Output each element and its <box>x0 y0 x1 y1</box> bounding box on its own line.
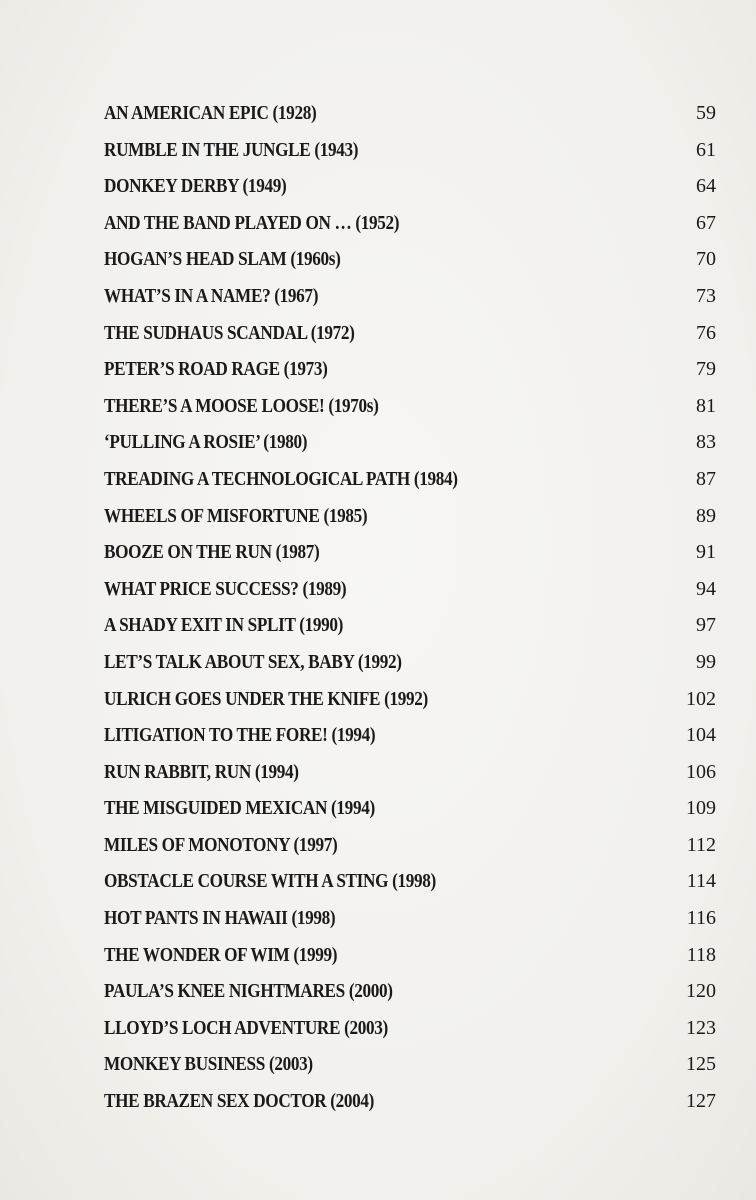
toc-entry-title: HOGAN’S HEAD SLAM (1960s) <box>104 248 341 271</box>
toc-entry-page-number: 127 <box>686 1090 716 1113</box>
toc-entry-page-number: 109 <box>686 797 716 820</box>
toc-entry <box>104 863 716 900</box>
toc-entry-title: PAULA’S KNEE NIGHTMARES (2000) <box>104 980 393 1003</box>
toc-entry-title: RUN RABBIT, RUN (1994) <box>104 760 299 783</box>
toc-entry-title: DONKEY DERBY (1949) <box>104 175 287 198</box>
toc-entry-page-number: 118 <box>686 943 716 966</box>
toc-entry-title: MILES OF MONOTONY (1997) <box>104 833 338 856</box>
toc-entry-title: WHAT PRICE SUCCESS? (1989) <box>104 577 347 600</box>
toc-entry <box>104 424 716 461</box>
toc-entry-page-number: 91 <box>696 541 716 564</box>
toc-entry <box>104 351 716 388</box>
toc-entry-title: MONKEY BUSINESS (2003) <box>104 1053 313 1076</box>
toc-entry <box>104 754 716 791</box>
toc-entry <box>104 534 716 571</box>
toc-entry-page-number: 83 <box>696 431 716 454</box>
toc-entry-title: RUMBLE IN THE JUNGLE (1943) <box>104 138 359 161</box>
toc-entry <box>104 241 716 278</box>
toc-entry <box>104 607 716 644</box>
toc-entry <box>104 1010 716 1047</box>
toc-entry <box>104 827 716 864</box>
toc-entry <box>104 900 716 937</box>
toc-entry-title: TREADING A TECHNOLOGICAL PATH (1984) <box>104 467 458 490</box>
toc-entry <box>104 1083 716 1120</box>
toc-entry-title: WHEELS OF MISFORTUNE (1985) <box>104 504 368 527</box>
toc-entry-title: AN AMERICAN EPIC (1928) <box>104 102 317 124</box>
toc-entry-title: OBSTACLE COURSE WITH A STING (1998) <box>104 870 436 893</box>
toc-entry <box>104 315 716 352</box>
toc-entry-page-number: 73 <box>696 284 716 307</box>
toc-entry-page-number: 125 <box>686 1053 716 1076</box>
toc-entry-title: AND THE BAND PLAYED ON … (1952) <box>104 211 400 234</box>
toc-entry-title: A SHADY EXIT IN SPLIT (1990) <box>104 614 344 637</box>
toc-entry <box>104 681 716 718</box>
toc-entry-page-number: 61 <box>696 138 716 161</box>
toc-entry-title: PETER’S ROAD RAGE (1973) <box>104 358 328 381</box>
toc-entry <box>104 973 716 1010</box>
toc-entry-page-number: 102 <box>686 687 716 710</box>
toc-entry <box>104 717 716 754</box>
toc-entry-title: THE SUDHAUS SCANDAL (1972) <box>104 321 355 344</box>
toc-entry-page-number: 114 <box>686 870 716 893</box>
toc-entry-page-number: 79 <box>696 358 716 381</box>
toc-entry-page-number: 106 <box>686 760 716 783</box>
toc-entry-page-number: 99 <box>696 650 716 673</box>
toc-entry <box>104 388 716 425</box>
toc-entry <box>104 1046 716 1083</box>
toc-entry-title: THE MISGUIDED MEXICAN (1994) <box>104 797 375 820</box>
toc-entry-title: LITIGATION TO THE FORE! (1994) <box>104 724 376 747</box>
toc-entry <box>104 132 716 169</box>
toc-entry-page-number: 67 <box>696 211 716 234</box>
toc-entry-title: ULRICH GOES UNDER THE KNIFE (1992) <box>104 687 428 710</box>
toc-entry <box>104 937 716 974</box>
toc-entry <box>104 461 716 498</box>
table-of-contents <box>104 95 716 1120</box>
toc-entry-page-number: 120 <box>686 980 716 1003</box>
toc-entry-page-number: 89 <box>696 504 716 527</box>
toc-entry-page-number: 70 <box>696 248 716 271</box>
toc-entry-page-number: 76 <box>696 321 716 344</box>
toc-entry-title: ‘PULLING A ROSIE’ (1980) <box>104 431 308 454</box>
toc-entry <box>104 205 716 242</box>
toc-entry-title: THERE’S A MOOSE LOOSE! (1970s) <box>104 394 379 417</box>
toc-entry-title: LLOYD’S LOCH ADVENTURE (2003) <box>104 1016 388 1039</box>
toc-entry-page-number: 94 <box>696 577 716 600</box>
toc-entry-title: THE BRAZEN SEX DOCTOR (2004) <box>104 1090 375 1113</box>
toc-entry-page-number: 87 <box>696 467 716 490</box>
toc-entry-title: LET’S TALK ABOUT SEX, BABY (1992) <box>104 650 402 673</box>
toc-entry-page-number: 97 <box>696 614 716 637</box>
toc-entry-page-number: 116 <box>686 907 716 930</box>
toc-entry <box>104 278 716 315</box>
toc-entry-page-number: 64 <box>696 175 716 198</box>
toc-entry-title: BOOZE ON THE RUN (1987) <box>104 541 320 564</box>
toc-entry <box>104 571 716 608</box>
toc-entry-title: WHAT’S IN A NAME? (1967) <box>104 284 319 307</box>
toc-entry <box>104 168 716 205</box>
toc-entry-title: HOT PANTS IN HAWAII (1998) <box>104 907 336 930</box>
toc-entry-page-number: 59 <box>696 102 716 124</box>
toc-entry-title: THE WONDER OF WIM (1999) <box>104 943 338 966</box>
toc-entry <box>104 95 716 132</box>
toc-entry-page-number: 112 <box>686 833 716 856</box>
toc-entry-page-number: 104 <box>686 724 716 747</box>
toc-entry-page-number: 123 <box>686 1016 716 1039</box>
toc-entry-page-number: 81 <box>696 394 716 417</box>
toc-entry <box>104 644 716 681</box>
toc-entry <box>104 498 716 535</box>
toc-entry <box>104 790 716 827</box>
